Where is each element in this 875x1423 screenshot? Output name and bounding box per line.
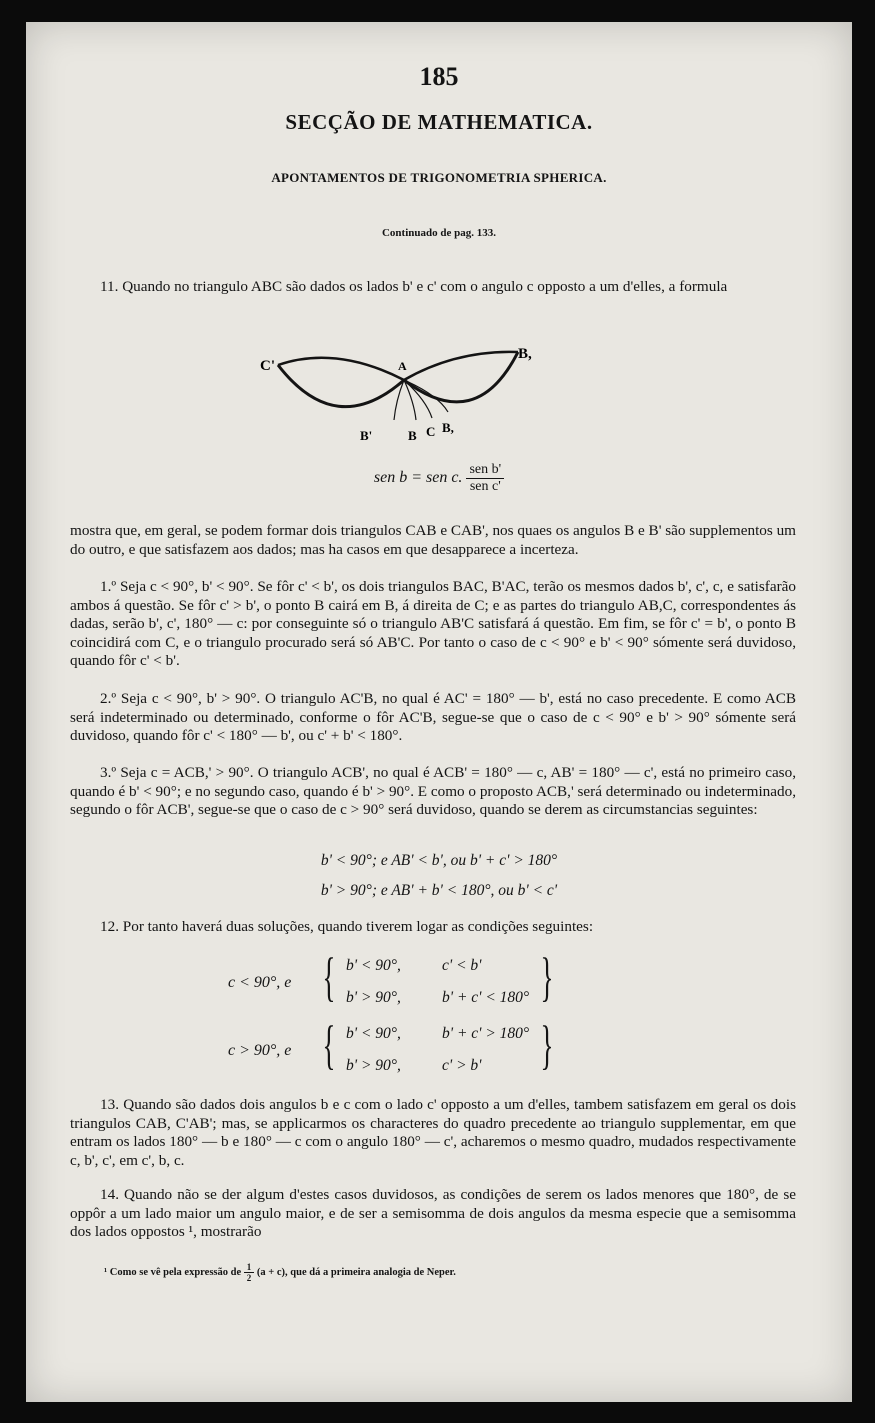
formula-numerator: sen b' <box>466 462 504 479</box>
book-page <box>26 22 852 1402</box>
spherical-triangle-figure <box>256 340 556 445</box>
formula-lhs: sen b = sen c. <box>373 469 463 487</box>
arc-right-upper <box>404 352 518 380</box>
label-a: A <box>398 359 407 373</box>
arc-left-upper <box>278 358 404 380</box>
arc-right-lower <box>404 352 518 402</box>
footnote-frac-num: 1 <box>244 1262 255 1273</box>
table-g2-r2-a: b' > 90°, <box>346 1057 401 1074</box>
brace-left-2: { <box>322 1015 336 1075</box>
label-b-sub-top: B, <box>518 346 532 362</box>
arc-a-c <box>404 380 432 418</box>
formula-fraction <box>466 462 504 495</box>
brace-right-1: } <box>540 947 554 1007</box>
paragraph-case-2: 2.º Seja c < 90°, b' > 90°. O triangulo AC'B, no qual é AC' = 180° — b', está no caso precedente. E como ACB será indeterminado ou determinado, conforme o fôr AC'B, segue-se que o caso de c < 90° e b' > 90° sómente será duvidoso, quando fôr c' < 180° — b', ou c' + b' < 180°. <box>70 690 796 745</box>
brace-left-1: { <box>322 947 336 1007</box>
label-b-prime: B' <box>360 428 373 443</box>
formula-sine-rule <box>26 462 852 495</box>
paragraph-12: 12. Por tanto haverá duas soluções, quando tiverem logar as condições seguintes: <box>100 918 594 935</box>
footnote-frac-den: 2 <box>246 1273 252 1283</box>
page-number: 185 <box>419 62 459 91</box>
table-g1-r1-a: b' < 90°, <box>346 957 401 974</box>
paragraph-13: 13. Quando são dados dois angulos b e c com o lado c' opposto a um d'elles, tambem satisfazem em geral os dois triangulos CAB, C'AB'; mas, se applicarmos os characteres do quadro precedente ao triangulo supplementar, em que entram os lados 180° — b e 180° — c com o angulo 180° — c', acharemos o mesmo quadro, mudados respectivamente c, b', c', em c', b, c. <box>70 1096 796 1169</box>
paragraph-14: 14. Quando não se der algum d'estes casos duvidosos, as condições de serem os lados menores que 180°, de se oppôr a um lado maior um angulo maior, e de ser a semisomma de dois angulos da mesma especie que a semisomma dos lados oppostos ¹, mostrarão <box>70 1186 796 1241</box>
footnote-marker: ¹ <box>104 1266 108 1278</box>
table-g1-r2-a: b' > 90°, <box>346 989 401 1006</box>
footnote-fraction <box>244 1262 255 1283</box>
table-g2-r2-b: c' > b' <box>442 1057 482 1074</box>
formula-denominator: sen c' <box>469 479 501 494</box>
paragraph-11-after: mostra que, em geral, se podem formar dois triangulos CAB e CAB', nos quaes os angulos B e B' são supplementos um do outro, e que satisfazem aos dados; mas ha casos em que desapparece a incerteza. <box>70 522 796 558</box>
table-group2-label: c > 90°, e <box>228 1042 292 1059</box>
table-group1-label: c < 90°, e <box>228 974 292 991</box>
condition-line-1: b' < 90°; e AB' < b', ou b' + c' > 180° <box>320 852 558 869</box>
condition-line-2: b' > 90°; e AB' + b' < 180°, ou b' < c' <box>320 882 558 899</box>
table-g1-r1-b: c' < b' <box>442 957 482 974</box>
table-g2-r1-a: b' < 90°, <box>346 1025 401 1042</box>
paragraph-case-1: 1.º Seja c < 90°, b' < 90°. Se fôr c' < b', os dois triangulos BAC, B'AC, terão os mesmos dados b', c', c, e satisfarão ambos á questão. Se fôr c' > b', o ponto B cairá em B, á direita de C; e as partes do triangulo AB,C, correspondentes ás dadas, serão b', c', 180° — c: por conseguinte só o triangulo AB'C satisfará á questão. Em fim, se fôr c' = b', o ponto B coincidirá com C, e o triangulo procurado será só AB'C. Por tanto o caso de c < 90° e b' < 90° sómente será duvidoso, quando fôr c' < b'. <box>70 578 796 670</box>
table-g1-r2-b: b' + c' < 180° <box>442 989 530 1006</box>
paragraph-11-intro: 11. Quando no triangulo ABC são dados os lados b' e c' com o angulo c opposto a um d'elles, a formula <box>100 278 728 295</box>
continuation-note: Continuado de pag. 133. <box>381 227 496 239</box>
footnote <box>104 1262 456 1283</box>
article-title: APONTAMENTOS DE TRIGONOMETRIA SPHERICA. <box>271 170 607 185</box>
label-c-prime: C' <box>260 358 275 374</box>
section-title: SECÇÃO DE MATHEMATICA. <box>285 110 593 134</box>
footnote-text-before: Como se vê pela expressão de <box>109 1266 242 1278</box>
label-c: C <box>426 424 436 439</box>
label-b: B <box>408 428 417 443</box>
paragraph-case-3: 3.º Seja c = ACB,' > 90°. O triangulo ACB', no qual é ACB' = 180° — c, AB' = 180° — c', está no primeiro caso, quando é b' < 90°; e no segundo caso, quando é b' > 90°. E como o proposto ACB,' será determinado ou indeterminado, segundo o fôr ACB', segue-se que o caso de c > 90° será duvidoso, quando se derem as circumstancias seguintes: <box>70 764 796 819</box>
table-g2-r1-b: b' + c' > 180° <box>442 1025 530 1042</box>
brace-right-2: } <box>540 1015 554 1075</box>
footnote-text-after: (a + c), que dá a primeira analogia de Neper. <box>256 1266 456 1278</box>
label-b-sub-bottom: B, <box>442 420 454 435</box>
